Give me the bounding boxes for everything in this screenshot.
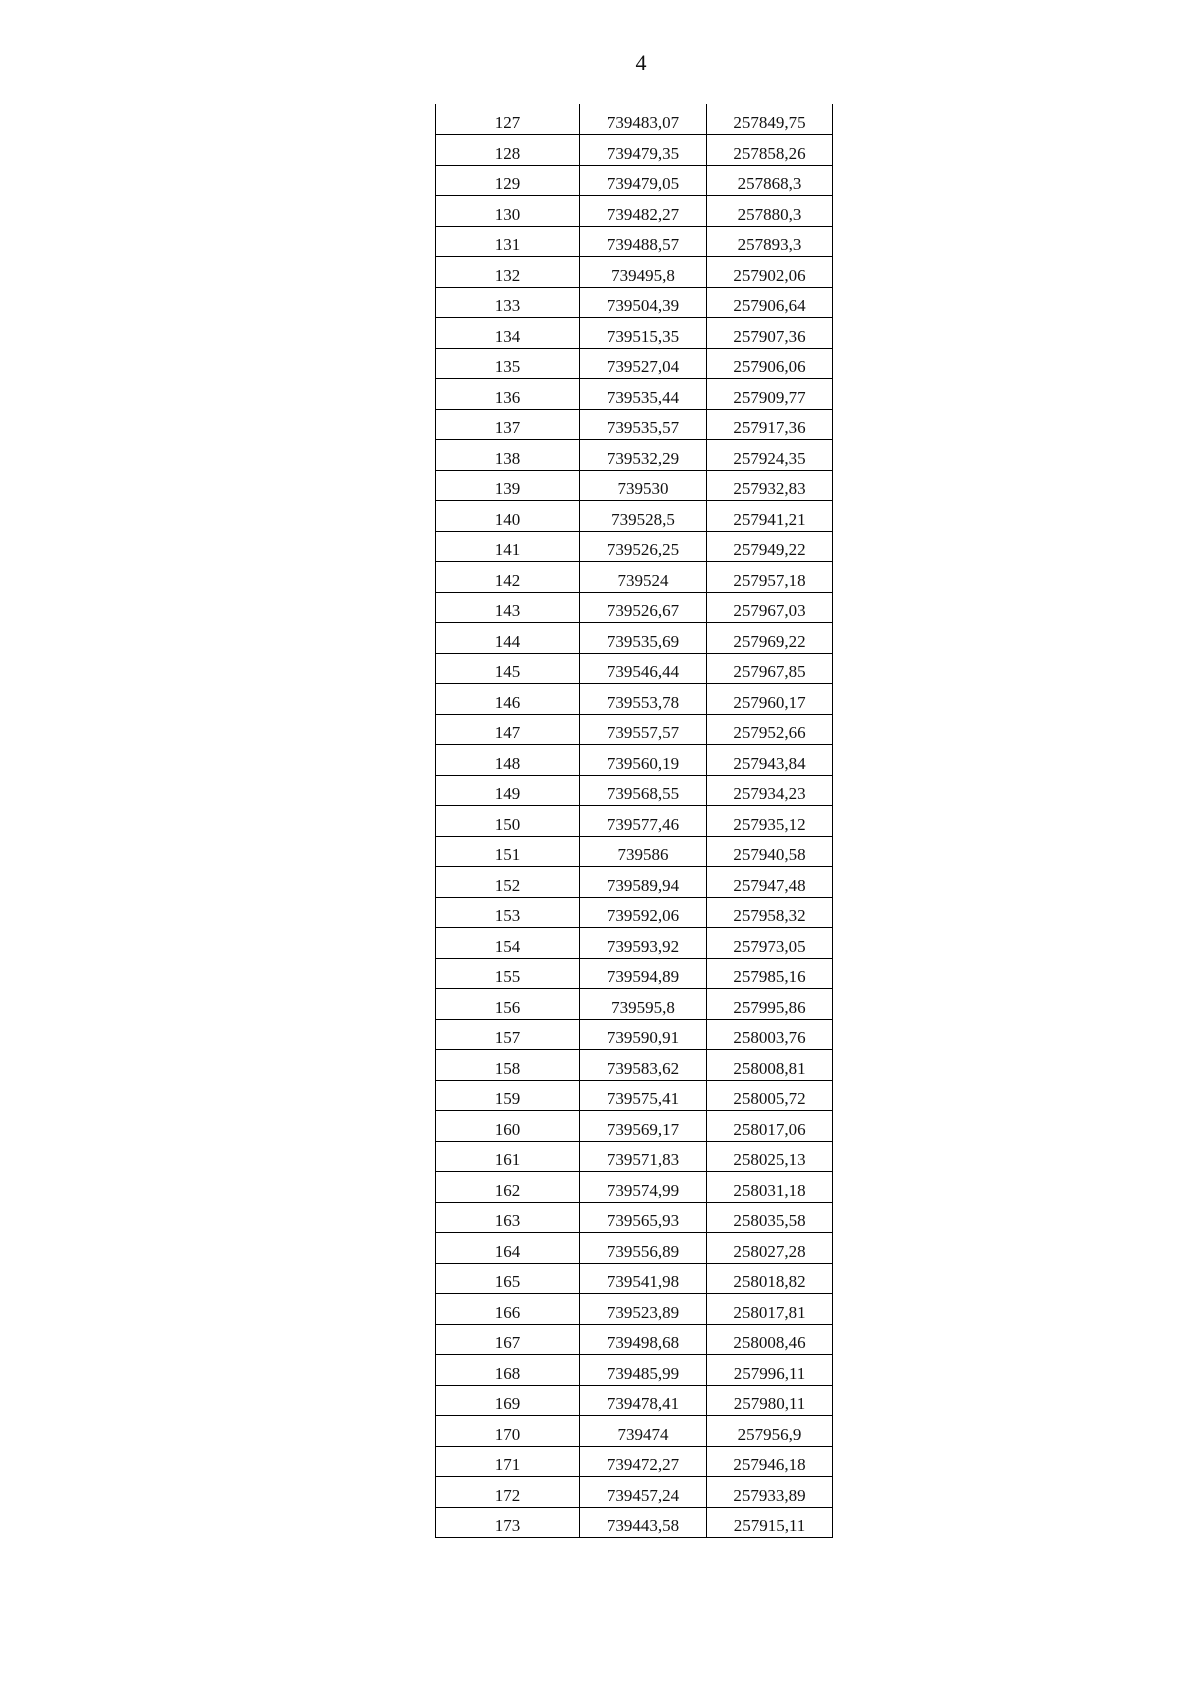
point-number-cell: 128 — [436, 135, 580, 166]
table-row — [436, 562, 833, 593]
point-number-cell: 139 — [436, 470, 580, 501]
y-coordinate-cell: 257932,83 — [707, 470, 833, 501]
point-number-cell: 127 — [436, 104, 580, 135]
table-row — [436, 1446, 833, 1477]
point-number-cell: 153 — [436, 897, 580, 928]
x-coordinate-cell: 739535,44 — [580, 379, 707, 410]
table-row — [436, 257, 833, 288]
point-number-cell: 155 — [436, 958, 580, 989]
point-number-cell: 145 — [436, 653, 580, 684]
table-row — [436, 1385, 833, 1416]
page-number: 4 — [635, 50, 647, 75]
x-coordinate-cell: 739488,57 — [580, 226, 707, 257]
table-row — [436, 1507, 833, 1538]
point-number-cell: 163 — [436, 1202, 580, 1233]
table-row — [436, 1233, 833, 1264]
point-number-cell: 152 — [436, 867, 580, 898]
x-coordinate-cell: 739485,99 — [580, 1355, 707, 1386]
coordinates-table — [435, 104, 833, 1538]
point-number-cell: 130 — [436, 196, 580, 227]
x-coordinate-cell: 739569,17 — [580, 1111, 707, 1142]
y-coordinate-cell: 257933,89 — [707, 1477, 833, 1508]
point-number-cell: 168 — [436, 1355, 580, 1386]
y-coordinate-cell: 258005,72 — [707, 1080, 833, 1111]
point-number-cell: 150 — [436, 806, 580, 837]
x-coordinate-cell: 739595,8 — [580, 989, 707, 1020]
point-number-cell: 167 — [436, 1324, 580, 1355]
table-row — [436, 989, 833, 1020]
y-coordinate-cell: 257868,3 — [707, 165, 833, 196]
y-coordinate-cell: 257943,84 — [707, 745, 833, 776]
point-number-cell: 140 — [436, 501, 580, 532]
point-number-cell: 160 — [436, 1111, 580, 1142]
table-row — [436, 440, 833, 471]
point-number-cell: 134 — [436, 318, 580, 349]
point-number-cell: 143 — [436, 592, 580, 623]
y-coordinate-cell: 257941,21 — [707, 501, 833, 532]
y-coordinate-cell: 258018,82 — [707, 1263, 833, 1294]
y-coordinate-cell: 257917,36 — [707, 409, 833, 440]
table-row — [436, 226, 833, 257]
y-coordinate-cell: 257957,18 — [707, 562, 833, 593]
y-coordinate-cell: 257902,06 — [707, 257, 833, 288]
y-coordinate-cell: 258008,81 — [707, 1050, 833, 1081]
y-coordinate-cell: 257909,77 — [707, 379, 833, 410]
table-row — [436, 958, 833, 989]
table-row — [436, 1172, 833, 1203]
y-coordinate-cell: 257952,66 — [707, 714, 833, 745]
x-coordinate-cell: 739590,91 — [580, 1019, 707, 1050]
x-coordinate-cell: 739478,41 — [580, 1385, 707, 1416]
y-coordinate-cell: 257995,86 — [707, 989, 833, 1020]
y-coordinate-cell: 257973,05 — [707, 928, 833, 959]
point-number-cell: 148 — [436, 745, 580, 776]
table-row — [436, 1080, 833, 1111]
x-coordinate-cell: 739593,92 — [580, 928, 707, 959]
table-row — [436, 1202, 833, 1233]
x-coordinate-cell: 739527,04 — [580, 348, 707, 379]
table-row — [436, 1324, 833, 1355]
y-coordinate-cell: 257880,3 — [707, 196, 833, 227]
y-coordinate-cell: 257893,3 — [707, 226, 833, 257]
point-number-cell: 133 — [436, 287, 580, 318]
table-row — [436, 531, 833, 562]
y-coordinate-cell: 257996,11 — [707, 1355, 833, 1386]
y-coordinate-cell: 257967,85 — [707, 653, 833, 684]
table-row — [436, 1019, 833, 1050]
x-coordinate-cell: 739443,58 — [580, 1507, 707, 1538]
y-coordinate-cell: 258017,81 — [707, 1294, 833, 1325]
table-row — [436, 1263, 833, 1294]
y-coordinate-cell: 258027,28 — [707, 1233, 833, 1264]
x-coordinate-cell: 739557,57 — [580, 714, 707, 745]
point-number-cell: 158 — [436, 1050, 580, 1081]
table-row — [436, 1294, 833, 1325]
table-row — [436, 592, 833, 623]
table-row — [436, 775, 833, 806]
y-coordinate-cell: 257960,17 — [707, 684, 833, 715]
x-coordinate-cell: 739546,44 — [580, 653, 707, 684]
x-coordinate-cell: 739498,68 — [580, 1324, 707, 1355]
table-row — [436, 1111, 833, 1142]
coordinates-table-body — [436, 104, 833, 1538]
y-coordinate-cell: 258003,76 — [707, 1019, 833, 1050]
point-number-cell: 169 — [436, 1385, 580, 1416]
x-coordinate-cell: 739457,24 — [580, 1477, 707, 1508]
x-coordinate-cell: 739571,83 — [580, 1141, 707, 1172]
x-coordinate-cell: 739504,39 — [580, 287, 707, 318]
table-row — [436, 409, 833, 440]
point-number-cell: 147 — [436, 714, 580, 745]
y-coordinate-cell: 257934,23 — [707, 775, 833, 806]
table-row — [436, 623, 833, 654]
point-number-cell: 137 — [436, 409, 580, 440]
x-coordinate-cell: 739592,06 — [580, 897, 707, 928]
x-coordinate-cell: 739535,57 — [580, 409, 707, 440]
x-coordinate-cell: 739568,55 — [580, 775, 707, 806]
x-coordinate-cell: 739577,46 — [580, 806, 707, 837]
table-row — [436, 1141, 833, 1172]
y-coordinate-cell: 257956,9 — [707, 1416, 833, 1447]
table-row — [436, 867, 833, 898]
point-number-cell: 162 — [436, 1172, 580, 1203]
y-coordinate-cell: 257946,18 — [707, 1446, 833, 1477]
x-coordinate-cell: 739472,27 — [580, 1446, 707, 1477]
x-coordinate-cell: 739586 — [580, 836, 707, 867]
point-number-cell: 151 — [436, 836, 580, 867]
table-row — [436, 287, 833, 318]
table-row — [436, 1477, 833, 1508]
y-coordinate-cell: 257969,22 — [707, 623, 833, 654]
y-coordinate-cell: 258035,58 — [707, 1202, 833, 1233]
table-row — [436, 470, 833, 501]
x-coordinate-cell: 739530 — [580, 470, 707, 501]
table-row — [436, 348, 833, 379]
y-coordinate-cell: 257949,22 — [707, 531, 833, 562]
point-number-cell: 154 — [436, 928, 580, 959]
x-coordinate-cell: 739526,67 — [580, 592, 707, 623]
table-row — [436, 379, 833, 410]
y-coordinate-cell: 258031,18 — [707, 1172, 833, 1203]
table-row — [436, 1050, 833, 1081]
point-number-cell: 146 — [436, 684, 580, 715]
table-row — [436, 897, 833, 928]
x-coordinate-cell: 739523,89 — [580, 1294, 707, 1325]
y-coordinate-cell: 257958,32 — [707, 897, 833, 928]
table-row — [436, 714, 833, 745]
y-coordinate-cell: 257858,26 — [707, 135, 833, 166]
x-coordinate-cell: 739535,69 — [580, 623, 707, 654]
point-number-cell: 142 — [436, 562, 580, 593]
y-coordinate-cell: 257907,36 — [707, 318, 833, 349]
x-coordinate-cell: 739575,41 — [580, 1080, 707, 1111]
x-coordinate-cell: 739532,29 — [580, 440, 707, 471]
y-coordinate-cell: 258008,46 — [707, 1324, 833, 1355]
table-row — [436, 745, 833, 776]
point-number-cell: 159 — [436, 1080, 580, 1111]
x-coordinate-cell: 739583,62 — [580, 1050, 707, 1081]
point-number-cell: 166 — [436, 1294, 580, 1325]
x-coordinate-cell: 739589,94 — [580, 867, 707, 898]
x-coordinate-cell: 739541,98 — [580, 1263, 707, 1294]
y-coordinate-cell: 258025,13 — [707, 1141, 833, 1172]
x-coordinate-cell: 739528,5 — [580, 501, 707, 532]
y-coordinate-cell: 257906,06 — [707, 348, 833, 379]
x-coordinate-cell: 739574,99 — [580, 1172, 707, 1203]
table-row — [436, 104, 833, 135]
point-number-cell: 141 — [436, 531, 580, 562]
point-number-cell: 156 — [436, 989, 580, 1020]
point-number-cell: 171 — [436, 1446, 580, 1477]
x-coordinate-cell: 739495,8 — [580, 257, 707, 288]
point-number-cell: 129 — [436, 165, 580, 196]
x-coordinate-cell: 739526,25 — [580, 531, 707, 562]
x-coordinate-cell: 739482,27 — [580, 196, 707, 227]
x-coordinate-cell: 739479,35 — [580, 135, 707, 166]
table-row — [436, 135, 833, 166]
point-number-cell: 157 — [436, 1019, 580, 1050]
x-coordinate-cell: 739483,07 — [580, 104, 707, 135]
x-coordinate-cell: 739565,93 — [580, 1202, 707, 1233]
table-row — [436, 165, 833, 196]
x-coordinate-cell: 739556,89 — [580, 1233, 707, 1264]
table-row — [436, 836, 833, 867]
point-number-cell: 170 — [436, 1416, 580, 1447]
y-coordinate-cell: 257935,12 — [707, 806, 833, 837]
point-number-cell: 173 — [436, 1507, 580, 1538]
table-row — [436, 318, 833, 349]
point-number-cell: 135 — [436, 348, 580, 379]
y-coordinate-cell: 257980,11 — [707, 1385, 833, 1416]
point-number-cell: 149 — [436, 775, 580, 806]
y-coordinate-cell: 257915,11 — [707, 1507, 833, 1538]
table-row — [436, 806, 833, 837]
point-number-cell: 144 — [436, 623, 580, 654]
point-number-cell: 132 — [436, 257, 580, 288]
x-coordinate-cell: 739553,78 — [580, 684, 707, 715]
point-number-cell: 138 — [436, 440, 580, 471]
y-coordinate-cell: 257906,64 — [707, 287, 833, 318]
y-coordinate-cell: 257947,48 — [707, 867, 833, 898]
table-row — [436, 653, 833, 684]
x-coordinate-cell: 739594,89 — [580, 958, 707, 989]
x-coordinate-cell: 739479,05 — [580, 165, 707, 196]
y-coordinate-cell: 257985,16 — [707, 958, 833, 989]
table-row — [436, 501, 833, 532]
point-number-cell: 164 — [436, 1233, 580, 1264]
point-number-cell: 136 — [436, 379, 580, 410]
table-row — [436, 928, 833, 959]
x-coordinate-cell: 739474 — [580, 1416, 707, 1447]
y-coordinate-cell: 258017,06 — [707, 1111, 833, 1142]
table-row — [436, 196, 833, 227]
y-coordinate-cell: 257849,75 — [707, 104, 833, 135]
y-coordinate-cell: 257940,58 — [707, 836, 833, 867]
y-coordinate-cell: 257924,35 — [707, 440, 833, 471]
point-number-cell: 161 — [436, 1141, 580, 1172]
table-row — [436, 1416, 833, 1447]
x-coordinate-cell: 739560,19 — [580, 745, 707, 776]
x-coordinate-cell: 739524 — [580, 562, 707, 593]
point-number-cell: 165 — [436, 1263, 580, 1294]
y-coordinate-cell: 257967,03 — [707, 592, 833, 623]
table-row — [436, 1355, 833, 1386]
point-number-cell: 131 — [436, 226, 580, 257]
table-row — [436, 684, 833, 715]
point-number-cell: 172 — [436, 1477, 580, 1508]
x-coordinate-cell: 739515,35 — [580, 318, 707, 349]
